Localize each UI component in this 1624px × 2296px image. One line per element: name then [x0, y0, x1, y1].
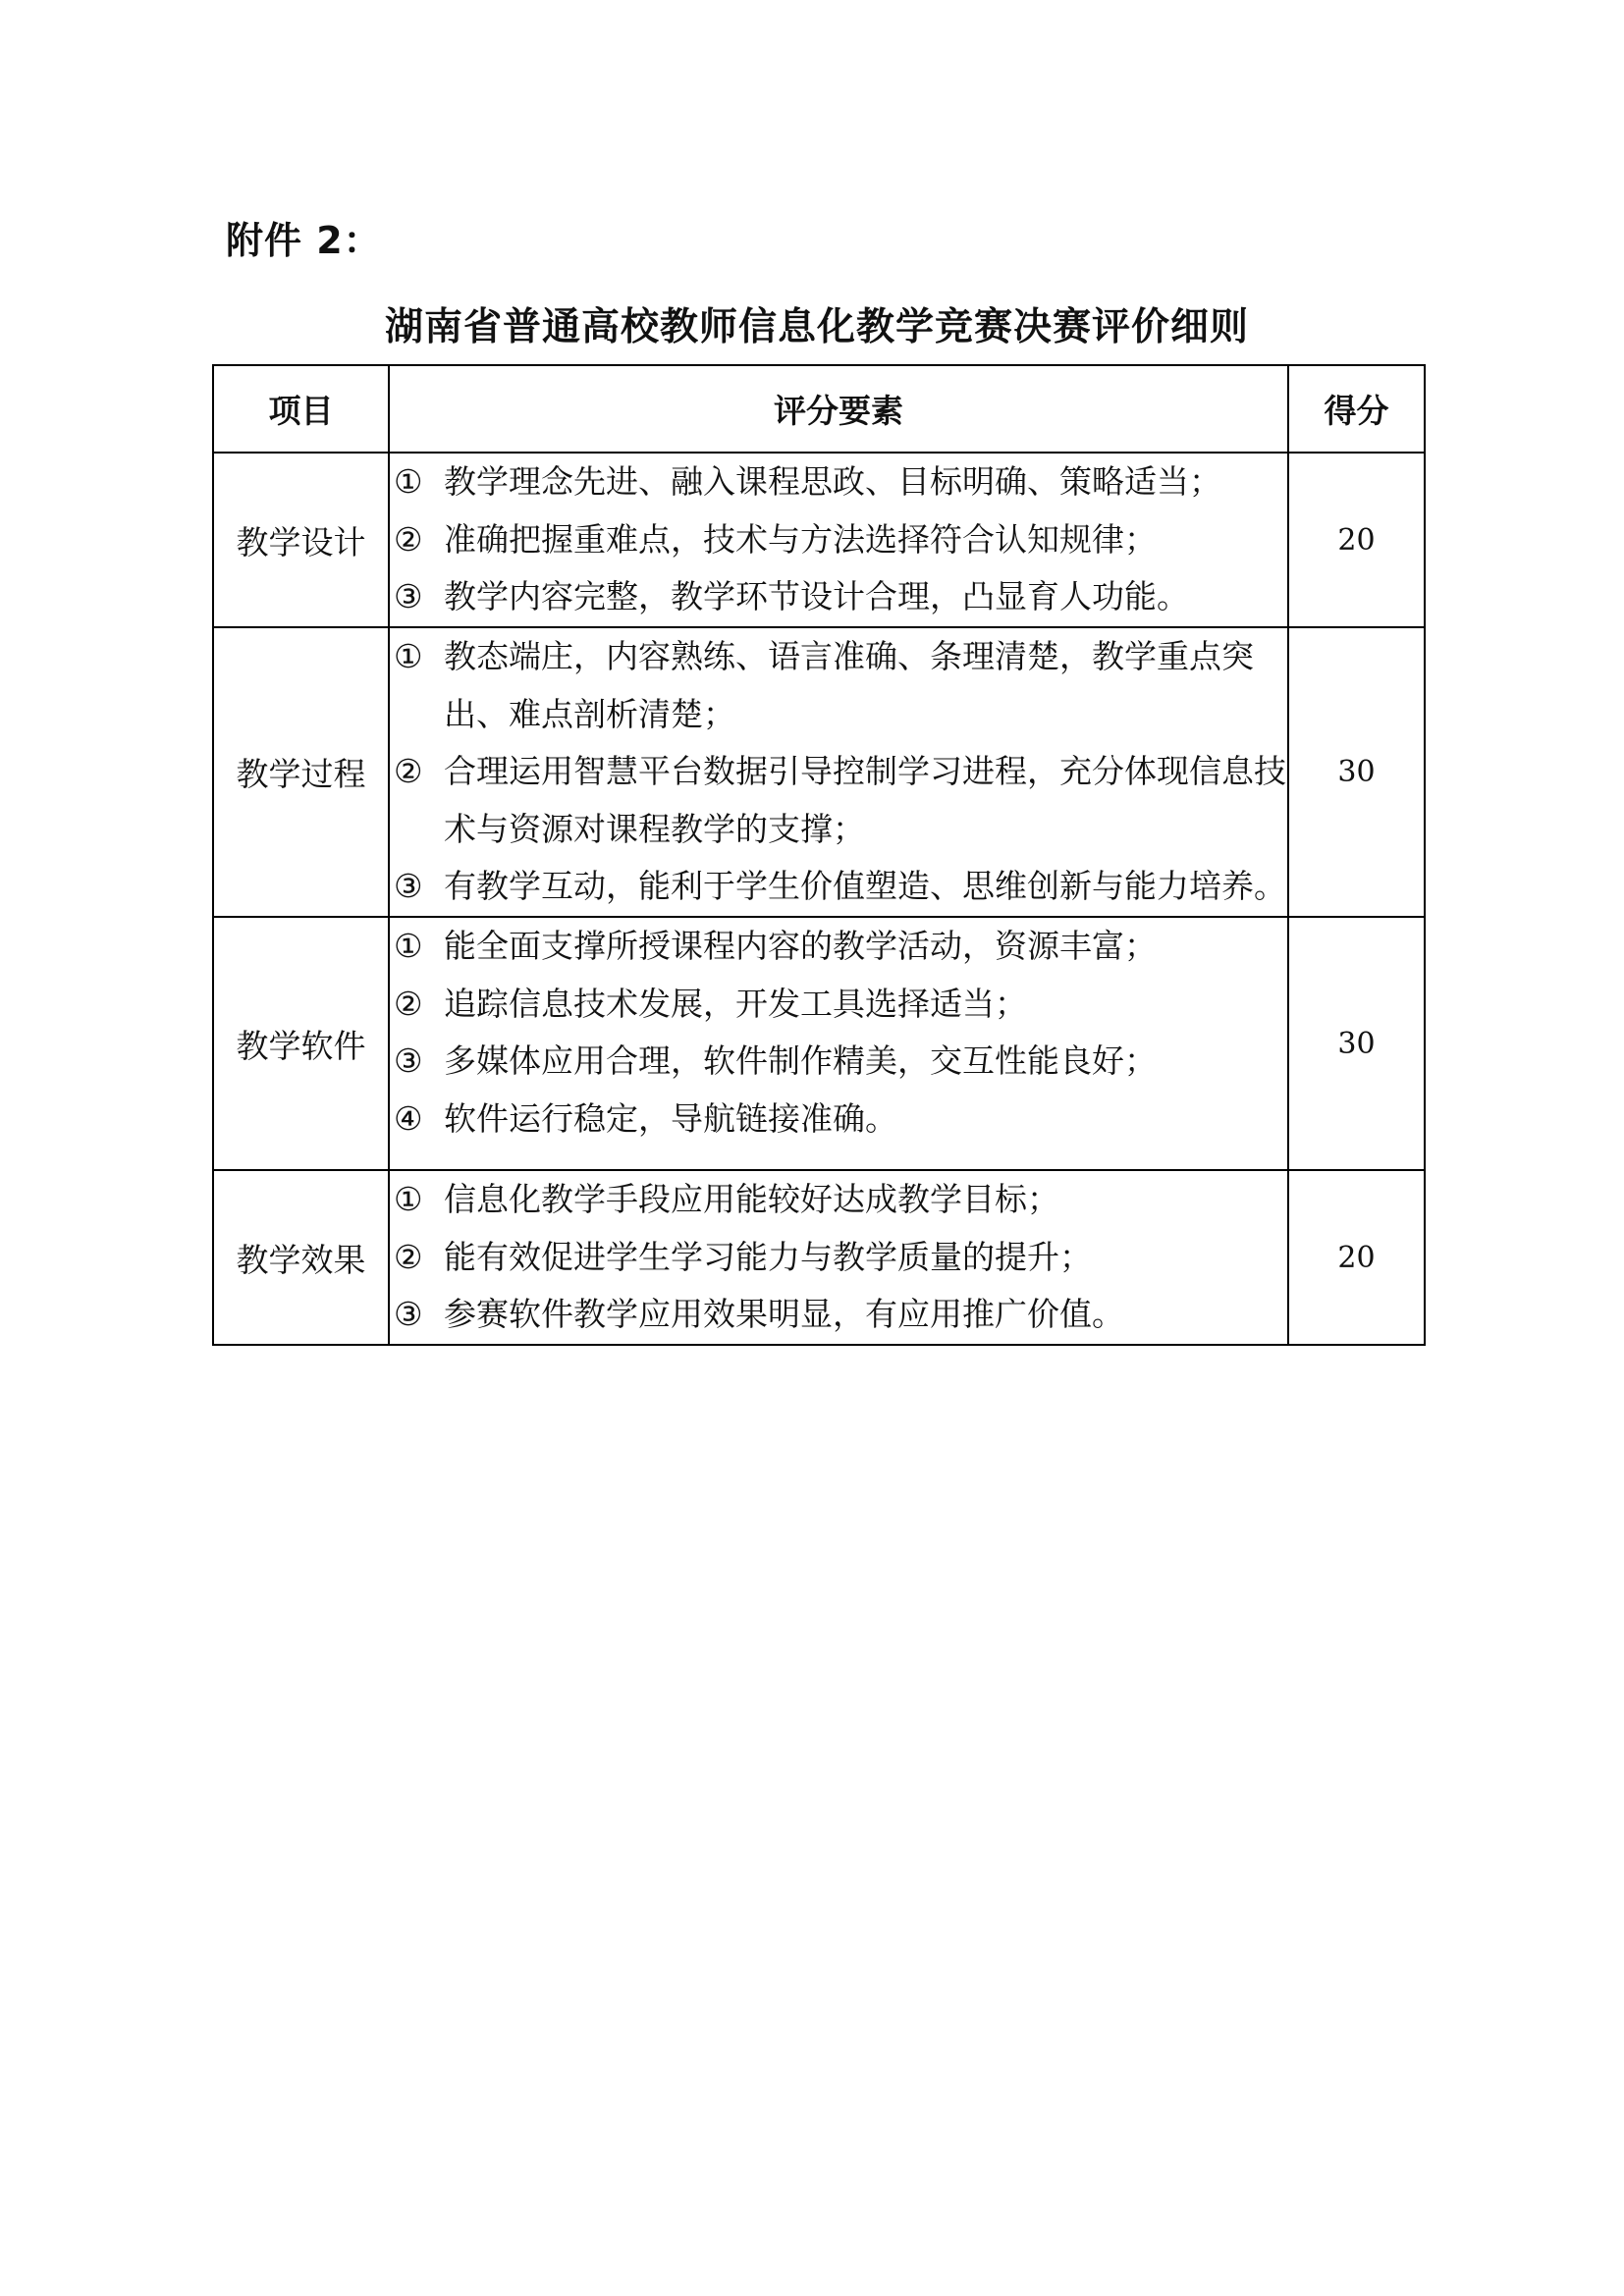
point-text: 教学内容完整，教学环节设计合理，凸显育人功能。 [444, 577, 1189, 615]
criterion-point [390, 1091, 1287, 1148]
criterion-point [390, 1286, 1287, 1344]
document-title: 湖南省普通高校教师信息化教学竞赛决赛评价细则 [384, 305, 1249, 349]
criterion-point [390, 976, 1287, 1034]
criterion-point [390, 628, 1287, 743]
point-number: ③ [394, 1295, 423, 1333]
point-text: 教学理念先进、融入课程思政、目标明确、策略适当； [444, 462, 1221, 501]
point-text: 追踪信息技术发展，开发工具选择适当； [444, 984, 1027, 1023]
point-number: ① [394, 927, 423, 965]
row-elements [389, 453, 1288, 627]
criterion-point [390, 568, 1287, 626]
row-elements [389, 627, 1288, 917]
point-number: ② [394, 984, 423, 1023]
point-text: 教态端庄，内容熟练、语言准确、条理清楚，教学重点突出、难点剖析清楚； [444, 637, 1254, 733]
row-item-label: 教学过程 [213, 627, 389, 917]
row-item-label: 教学效果 [213, 1170, 389, 1345]
row-item-label: 教学软件 [213, 917, 389, 1170]
point-number: ① [394, 1180, 423, 1218]
point-number: ② [394, 752, 423, 790]
point-number: ③ [394, 1041, 423, 1080]
point-text: 能全面支撑所授课程内容的教学活动，资源丰富； [444, 927, 1157, 965]
point-number: ④ [394, 1098, 423, 1138]
criterion-point [390, 918, 1287, 976]
criterion-point [390, 454, 1287, 511]
criterion-point [390, 858, 1287, 916]
point-text: 参赛软件教学应用效果明显，有应用推广价值。 [444, 1295, 1124, 1333]
header-elements: 评分要素 [389, 365, 1288, 453]
table-row [213, 453, 1425, 627]
row-score: 30 [1288, 917, 1425, 1170]
row-elements [389, 1170, 1288, 1345]
table-row [213, 917, 1425, 1170]
point-number: ② [394, 1237, 423, 1276]
table-row [213, 627, 1425, 917]
point-text: 多媒体应用合理，软件制作精美，交互性能良好； [444, 1041, 1157, 1080]
table-row [213, 1170, 1425, 1345]
table-header-row [213, 365, 1425, 453]
point-text: 有教学互动，能利于学生价值塑造、思维创新与能力培养。 [444, 867, 1286, 905]
criterion-point [390, 1229, 1287, 1287]
criterion-point [390, 743, 1287, 858]
header-item: 项目 [213, 365, 389, 453]
row-item-label: 教学设计 [213, 453, 389, 627]
point-text: 软件运行稳定，导航链接准确。 [444, 1098, 897, 1138]
point-text: 合理运用智慧平台数据引导控制学习进程，充分体现信息技术与资源对课程教学的支撑； [444, 752, 1286, 848]
point-number: ③ [394, 867, 423, 905]
point-text: 信息化教学手段应用能较好达成教学目标； [444, 1180, 1059, 1218]
attachment-label: 附件 2： [226, 219, 382, 262]
evaluation-table [212, 364, 1426, 1346]
criterion-point [390, 511, 1287, 569]
row-score: 30 [1288, 627, 1425, 917]
point-number: ① [394, 637, 423, 675]
point-text: 能有效促进学生学习能力与教学质量的提升； [444, 1237, 1092, 1276]
header-score: 得分 [1288, 365, 1425, 453]
point-number: ① [394, 462, 423, 501]
point-number: ③ [394, 577, 423, 615]
row-score: 20 [1288, 1170, 1425, 1345]
point-text: 准确把握重难点，技术与方法选择符合认知规律； [444, 519, 1157, 559]
row-elements [389, 917, 1288, 1170]
point-number: ② [394, 519, 423, 559]
criterion-point [390, 1033, 1287, 1091]
criterion-point [390, 1171, 1287, 1229]
row-score: 20 [1288, 453, 1425, 627]
